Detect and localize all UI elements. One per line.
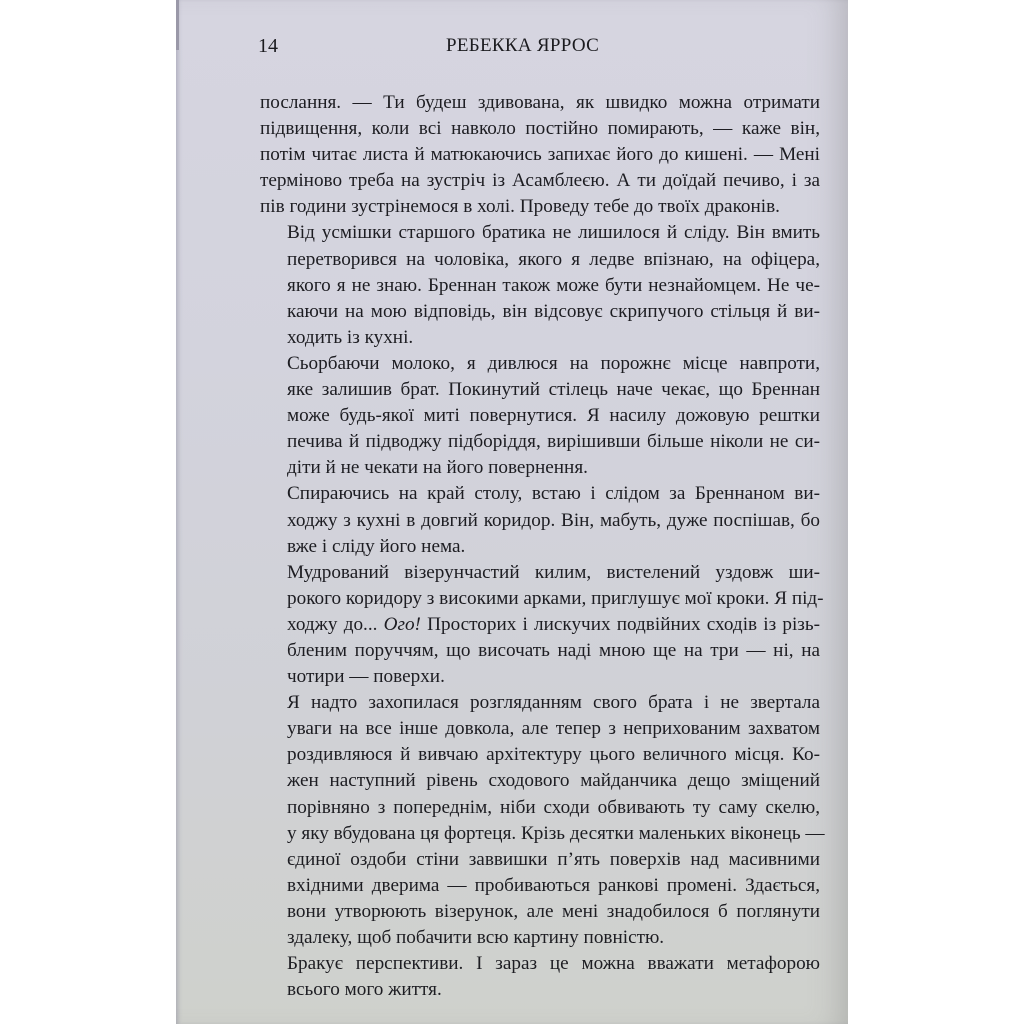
text-fragment: ходжу до... bbox=[287, 613, 384, 635]
text-line: яке залишив брат. Покинутий стілець наче чекає, що Бреннан bbox=[287, 379, 820, 401]
paragraph bbox=[260, 90, 820, 220]
text-line bbox=[260, 612, 820, 638]
text-line: може будь-якої миті повернутися. Я насилу дожовую рештки bbox=[287, 405, 820, 427]
text-line: Сьорбаючи молоко, я дивлюся на порожнє місце навпроти, bbox=[287, 352, 820, 374]
text-line: печива й підводжу підборіддя, вирішивши більше ніколи не си- bbox=[287, 431, 820, 453]
text-line: уваги на все інше довкола, але тепер з неприхованим захватом bbox=[287, 718, 820, 740]
body-text bbox=[260, 90, 825, 1003]
text-line: вхідними дверима — пробиваються ранкові промені. Здається, bbox=[287, 874, 820, 896]
text-line: Від усмішки старшого братика не лишилося й сліду. Він вмить bbox=[287, 222, 820, 244]
text-line: єдиної оздоби стіни заввишки п’ять поверхів над масивними bbox=[287, 848, 820, 870]
text-line: порівняно з попереднім, ніби сходи обвивають ту саму скелю, bbox=[287, 796, 820, 818]
paragraph bbox=[260, 220, 820, 350]
paragraph bbox=[260, 481, 820, 559]
text-line: чотири — поверхи. bbox=[287, 666, 445, 688]
text-line: Мудрований візерунчастий килим, вистелений уздовж ши- bbox=[287, 561, 820, 583]
paragraph bbox=[260, 951, 820, 1003]
text-line: терміново треба на зустріч із Асамблеєю. А ти доїдай печиво, і за bbox=[260, 170, 820, 192]
book-page bbox=[176, 0, 848, 1024]
text-line: перетворився на чоловіка, якого я ледве впізнаю, на офіцера, bbox=[287, 248, 820, 270]
page-number: 14 bbox=[258, 35, 278, 57]
text-line: ходить із кухні. bbox=[287, 326, 414, 348]
text-line: діти й не чекати на його повернення. bbox=[287, 457, 588, 479]
paragraph bbox=[260, 351, 820, 481]
text-line: Бракує перспективи. І зараз це можна вважати метафорою bbox=[287, 953, 820, 975]
running-head bbox=[176, 35, 848, 65]
text-line: якого я не знаю. Бреннан також може бути незнайомцем. Не че- bbox=[287, 274, 820, 296]
text-line: роздивляюся й вивчаю архітектуру цього величного місця. Ко- bbox=[287, 744, 820, 766]
text-line: пів години зустрінемося в холі. Проведу тебе до твоїх драконів. bbox=[260, 196, 780, 218]
text-line: вони утворюють візерунок, але мені знадобилося б поглянути bbox=[287, 900, 820, 922]
text-line: потім читає листа й матюкаючись запихає його до кишені. — Мені bbox=[260, 144, 820, 166]
paragraph bbox=[260, 690, 825, 951]
text-line: підвищення, коли всі навколо постійно помирають, — каже він, bbox=[260, 118, 820, 140]
text-line: здалеку, щоб побачити всю картину повністю. bbox=[287, 927, 665, 948]
running-title-author: РЕБЕККА ЯРРОС bbox=[446, 35, 600, 56]
text-line: вже і сліду його нема. bbox=[287, 535, 466, 557]
text-line: каючи на мою відповідь, він відсовує скрипучого стільця й ви- bbox=[287, 300, 820, 322]
italic-exclamation: Ого! bbox=[383, 613, 421, 635]
text-line: рокого коридору з високими арками, приглушує мої кроки. Я під- bbox=[287, 587, 824, 609]
text-line: бленим поруччям, що височать наді мною ще на три — ні, на bbox=[287, 639, 820, 661]
text-fragment: Просторих і лискучих подвійних сходів із різь- bbox=[420, 613, 820, 635]
text-line: жен наступний рівень сходового майданчика дещо зміщений bbox=[287, 770, 820, 792]
text-line: у яку вбудована ця фортеця. Крізь десятки маленьких віконець — bbox=[287, 822, 825, 844]
text-line: Спираючись на край столу, встаю і слідом за Бреннаном ви- bbox=[287, 483, 820, 505]
text-line: Я надто захопилася розгляданням свого брата і не звертала bbox=[287, 692, 820, 714]
text-line: всього мого життя. bbox=[287, 979, 442, 1001]
paragraph bbox=[260, 560, 824, 690]
text-line: ходжу з кухні в довгий коридор. Він, мабуть, дуже поспішав, бо bbox=[287, 509, 820, 531]
text-line: послання. — Ти будеш здивована, як швидко можна отримати bbox=[260, 92, 820, 113]
